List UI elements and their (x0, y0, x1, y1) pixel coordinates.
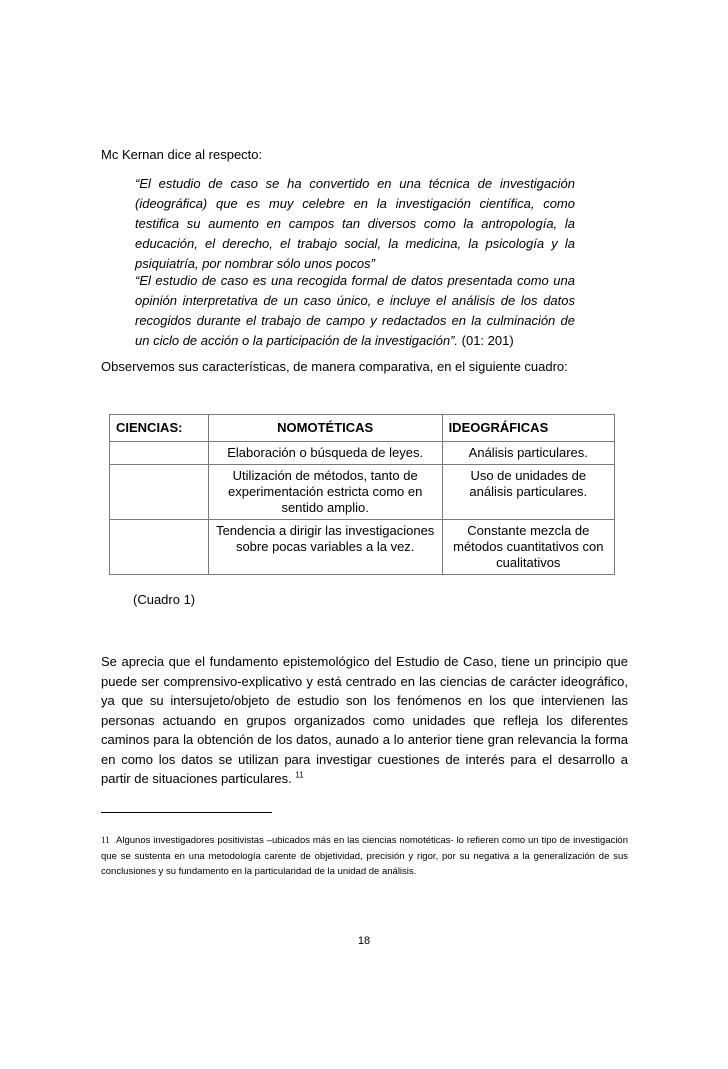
table-cell: Utilización de métodos, tanto de experimentación estricta como en sentido amplio. (208, 465, 442, 520)
header-ciencias: CIENCIAS: (110, 415, 209, 442)
intro-line: Mc Kernan dice al respecto: (101, 147, 263, 162)
footnote-text: Algunos investigadores positivistas –ubicados más en las ciencias nomotéticas- lo refieren como un tipo de investigación que se sustenta en una metodología carente de objetividad, precisión y rigor, por su negativa a la generalización de sus conclusiones y su fundamento en la particularidad de la unidad de análisis. (101, 835, 628, 877)
header-ideograficas: IDEOGRÁFICAS (442, 415, 614, 442)
quote-citation: (01: 201) (458, 333, 514, 348)
footnote-reference: 11 (295, 770, 304, 780)
body-paragraph (101, 652, 628, 789)
header-nomoteticas: NOMOTÉTICAS (208, 415, 442, 442)
table-intro-paragraph: Observemos sus características, de manera comparativa, en el siguiente cuadro: (101, 359, 568, 374)
quote-text: “El estudio de caso es una recogida formal de datos presentada como una opinión interpretativa de un caso único, e incluye el análisis de los datos recogidos durante el trabajo de campo y redactados en la culminación de un ciclo de acción o la participación de la investigación”. (135, 273, 575, 348)
table-row (110, 520, 615, 575)
table-header-row (110, 415, 615, 442)
table-cell: Constante mezcla de métodos cuantitativos con cualitativos (442, 520, 614, 575)
quote-mckernan-2 (135, 271, 575, 351)
footnote-separator (101, 812, 272, 813)
body-paragraph-text: Se aprecia que el fundamento epistemológico del Estudio de Caso, tiene un principio que puede ser comprensivo-explicativo y está centrado en las ciencias de carácter ideográfico, ya que su intersujeto/objeto de estudio son los fenómenos en los que intervienen las personas actuando en grupos organizados como unidades que refleja los diferentes caminos para la obtención de los datos, aunado a lo anterior tiene gran relevancia la forma en como los datos se utilizan para investigar cuestiones de interés para el desarrollo a partir de situaciones particulares. (101, 654, 628, 786)
table-cell (110, 442, 209, 465)
table-cell (110, 465, 209, 520)
table-row (110, 442, 615, 465)
table-cell: Tendencia a dirigir las investigaciones sobre pocas variables a la vez. (208, 520, 442, 575)
quote-mckernan-1: “El estudio de caso se ha convertido en una técnica de investigación (ideográfica) que es muy celebre en la investigación científica, como testifica su aumento en campos tan diversos como la antropología, la educación, el derecho, el trabajo social, la medicina, la psicología y la psiquiatría, por nombrar sólo unos pocos” (135, 176, 575, 271)
table-cell: Análisis particulares. (442, 442, 614, 465)
comparison-table (109, 414, 615, 575)
page-number: 18 (357, 935, 371, 947)
table-cell: Uso de unidades de análisis particulares. (442, 465, 614, 520)
table-cell: Elaboración o búsqueda de leyes. (208, 442, 442, 465)
table-cell (110, 520, 209, 575)
table-caption: (Cuadro 1) (133, 592, 196, 607)
footnote-number: 11 (101, 835, 110, 845)
footnote (101, 833, 628, 880)
table-row (110, 465, 615, 520)
